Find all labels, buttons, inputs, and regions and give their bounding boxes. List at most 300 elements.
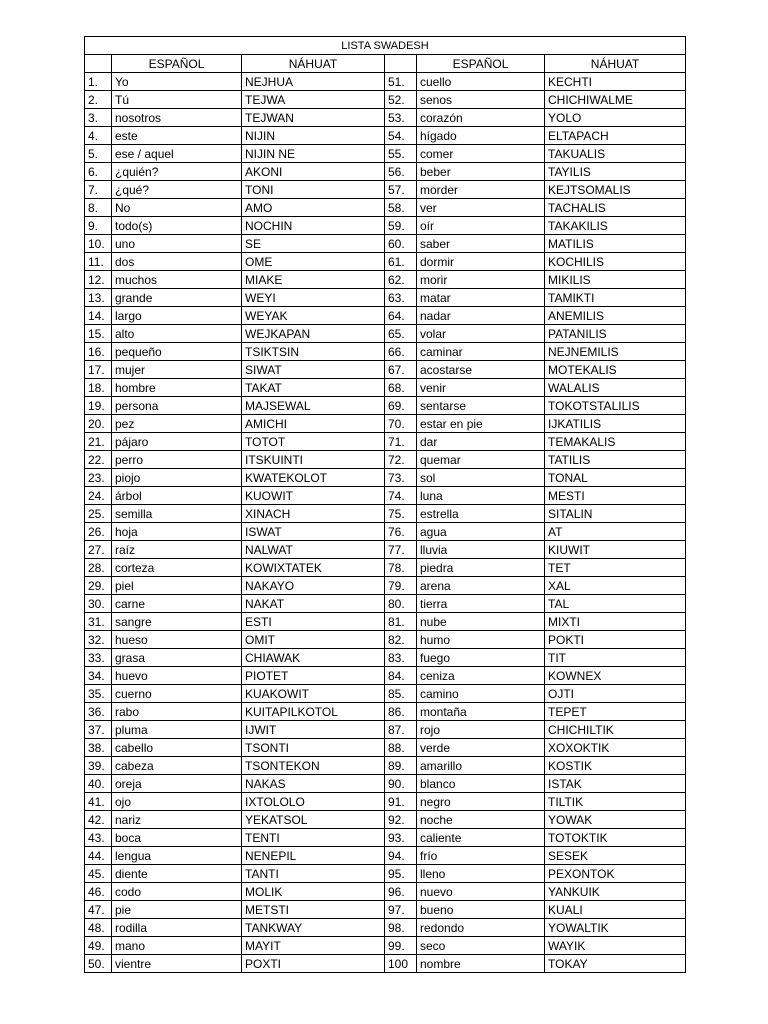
nahuat-word: SE (242, 235, 385, 253)
row-number: 4. (85, 127, 112, 145)
nahuat-word: TOTOKTIK (545, 829, 686, 847)
table-row (85, 847, 686, 865)
spanish-word: rojo (417, 721, 545, 739)
spanish-word: sentarse (417, 397, 545, 415)
spanish-word: corteza (112, 559, 242, 577)
spanish-word: pájaro (112, 433, 242, 451)
row-number: 54. (385, 127, 417, 145)
spanish-word: sol (417, 469, 545, 487)
row-number: 34. (85, 667, 112, 685)
row-number: 57. (385, 181, 417, 199)
nahuat-word: KUAKOWIT (242, 685, 385, 703)
nahuat-word: OME (242, 253, 385, 271)
nahuat-word: TAYILIS (545, 163, 686, 181)
header-row (85, 55, 686, 73)
nahuat-word: WEYI (242, 289, 385, 307)
spanish-word: luna (417, 487, 545, 505)
spanish-word: raíz (112, 541, 242, 559)
nahuat-word: WEYAK (242, 307, 385, 325)
nahuat-word: POKTI (545, 631, 686, 649)
row-number: 2. (85, 91, 112, 109)
spanish-word: cabeza (112, 757, 242, 775)
nahuat-word: NIJIN NE (242, 145, 385, 163)
spanish-word: caminar (417, 343, 545, 361)
row-number: 100 (385, 955, 417, 973)
nahuat-word: TEPET (545, 703, 686, 721)
table-row (85, 109, 686, 127)
nahuat-word: MESTI (545, 487, 686, 505)
spanish-word: piedra (417, 559, 545, 577)
nahuat-word: WALALIS (545, 379, 686, 397)
row-number: 56. (385, 163, 417, 181)
spanish-word: hueso (112, 631, 242, 649)
nahuat-word: KWATEKOLOT (242, 469, 385, 487)
row-number: 22. (85, 451, 112, 469)
table-row (85, 577, 686, 595)
spanish-word: pez (112, 415, 242, 433)
nahuat-word: TONAL (545, 469, 686, 487)
nahuat-word: AMO (242, 199, 385, 217)
row-number: 24. (85, 487, 112, 505)
spanish-word: ese / aquel (112, 145, 242, 163)
header-spanish-right: ESPAÑOL (417, 55, 545, 73)
spanish-word: este (112, 127, 242, 145)
nahuat-word: MAYIT (242, 937, 385, 955)
row-number: 37. (85, 721, 112, 739)
spanish-word: grasa (112, 649, 242, 667)
row-number: 80. (385, 595, 417, 613)
spanish-word: lengua (112, 847, 242, 865)
spanish-word: agua (417, 523, 545, 541)
row-number: 85. (385, 685, 417, 703)
spanish-word: morder (417, 181, 545, 199)
row-number: 62. (385, 271, 417, 289)
table-row (85, 505, 686, 523)
row-number: 99. (385, 937, 417, 955)
spanish-word: dos (112, 253, 242, 271)
nahuat-word: YOLO (545, 109, 686, 127)
table-row (85, 343, 686, 361)
spanish-word: tierra (417, 595, 545, 613)
nahuat-word: MIAKE (242, 271, 385, 289)
nahuat-word: TOTOT (242, 433, 385, 451)
spanish-word: cuello (417, 73, 545, 91)
nahuat-word: KIUWIT (545, 541, 686, 559)
table-row (85, 721, 686, 739)
nahuat-word: TANTI (242, 865, 385, 883)
row-number: 3. (85, 109, 112, 127)
row-number: 86. (385, 703, 417, 721)
table-row (85, 199, 686, 217)
spanish-word: comer (417, 145, 545, 163)
row-number: 82. (385, 631, 417, 649)
spanish-word: nadar (417, 307, 545, 325)
nahuat-word: MIKILIS (545, 271, 686, 289)
spanish-word: semilla (112, 505, 242, 523)
row-number: 12. (85, 271, 112, 289)
spanish-word: pequeño (112, 343, 242, 361)
table-row (85, 667, 686, 685)
spanish-word: hombre (112, 379, 242, 397)
row-number: 23. (85, 469, 112, 487)
row-number: 14. (85, 307, 112, 325)
nahuat-word: TSIKTSIN (242, 343, 385, 361)
table-row (85, 757, 686, 775)
nahuat-word: ITSKUINTI (242, 451, 385, 469)
nahuat-word: TSONTI (242, 739, 385, 757)
spanish-word: pie (112, 901, 242, 919)
nahuat-word: KOWIXTATEK (242, 559, 385, 577)
row-number: 77. (385, 541, 417, 559)
row-number: 13. (85, 289, 112, 307)
nahuat-word: CHICHIWALME (545, 91, 686, 109)
nahuat-word: NAKAYO (242, 577, 385, 595)
row-number: 25. (85, 505, 112, 523)
nahuat-word: IXTOLOLO (242, 793, 385, 811)
spanish-word: vientre (112, 955, 242, 973)
row-number: 67. (385, 361, 417, 379)
row-number: 66. (385, 343, 417, 361)
table-row (85, 613, 686, 631)
row-number: 9. (85, 217, 112, 235)
spanish-word: mano (112, 937, 242, 955)
nahuat-word: TSONTEKON (242, 757, 385, 775)
table-row (85, 127, 686, 145)
row-number: 1. (85, 73, 112, 91)
nahuat-word: METSTI (242, 901, 385, 919)
table-row (85, 937, 686, 955)
nahuat-word: NEJNEMILIS (545, 343, 686, 361)
nahuat-word: ISTAK (545, 775, 686, 793)
table-body (85, 73, 686, 973)
spanish-word: amarillo (417, 757, 545, 775)
nahuat-word: XAL (545, 577, 686, 595)
spanish-word: piel (112, 577, 242, 595)
spanish-word: nube (417, 613, 545, 631)
spanish-word: lleno (417, 865, 545, 883)
row-number: 91. (385, 793, 417, 811)
row-number: 43. (85, 829, 112, 847)
table-row (85, 901, 686, 919)
table-row (85, 271, 686, 289)
spanish-word: arena (417, 577, 545, 595)
spanish-word: montaña (417, 703, 545, 721)
row-number: 20. (85, 415, 112, 433)
spanish-word: nuevo (417, 883, 545, 901)
nahuat-word: YOWAK (545, 811, 686, 829)
row-number: 31. (85, 613, 112, 631)
nahuat-word: KUALI (545, 901, 686, 919)
row-number: 49. (85, 937, 112, 955)
spanish-word: nombre (417, 955, 545, 973)
spanish-word: caliente (417, 829, 545, 847)
row-number: 88. (385, 739, 417, 757)
spanish-word: bueno (417, 901, 545, 919)
row-number: 33. (85, 649, 112, 667)
spanish-word: Yo (112, 73, 242, 91)
nahuat-word: IJWIT (242, 721, 385, 739)
nahuat-word: NAKAS (242, 775, 385, 793)
table-row (85, 703, 686, 721)
row-number: 65. (385, 325, 417, 343)
spanish-word: hoja (112, 523, 242, 541)
row-number: 73. (385, 469, 417, 487)
spanish-word: nariz (112, 811, 242, 829)
nahuat-word: KOWNEX (545, 667, 686, 685)
nahuat-word: MIXTI (545, 613, 686, 631)
swadesh-table (84, 36, 686, 973)
table-row (85, 451, 686, 469)
row-number: 39. (85, 757, 112, 775)
nahuat-word: SESEK (545, 847, 686, 865)
nahuat-word: TONI (242, 181, 385, 199)
nahuat-word: KUITAPILKOTOL (242, 703, 385, 721)
row-number: 90. (385, 775, 417, 793)
spanish-word: piojo (112, 469, 242, 487)
row-number: 93. (385, 829, 417, 847)
row-number: 30. (85, 595, 112, 613)
nahuat-word: KEJTSOMALIS (545, 181, 686, 199)
table-row (85, 163, 686, 181)
nahuat-word: TEJWAN (242, 109, 385, 127)
spanish-word: pluma (112, 721, 242, 739)
spanish-word: frío (417, 847, 545, 865)
spanish-word: muchos (112, 271, 242, 289)
spanish-word: Tú (112, 91, 242, 109)
spanish-word: volar (417, 325, 545, 343)
nahuat-word: ANEMILIS (545, 307, 686, 325)
row-number: 26. (85, 523, 112, 541)
nahuat-word: MOLIK (242, 883, 385, 901)
row-number: 98. (385, 919, 417, 937)
row-number: 68. (385, 379, 417, 397)
spanish-word: negro (417, 793, 545, 811)
spanish-word: perro (112, 451, 242, 469)
row-number: 52. (385, 91, 417, 109)
table-row (85, 379, 686, 397)
spanish-word: morir (417, 271, 545, 289)
row-number: 50. (85, 955, 112, 973)
nahuat-word: NENEPIL (242, 847, 385, 865)
nahuat-word: TOKOTSTALILIS (545, 397, 686, 415)
spanish-word: venir (417, 379, 545, 397)
table-row (85, 649, 686, 667)
spanish-word: verde (417, 739, 545, 757)
nahuat-word: NAKAT (242, 595, 385, 613)
nahuat-word: TAKUALIS (545, 145, 686, 163)
nahuat-word: NALWAT (242, 541, 385, 559)
row-number: 75. (385, 505, 417, 523)
nahuat-word: OJTI (545, 685, 686, 703)
header-num-left (85, 55, 112, 73)
nahuat-word: TATILIS (545, 451, 686, 469)
row-number: 63. (385, 289, 417, 307)
row-number: 46. (85, 883, 112, 901)
nahuat-word: CHICHILTIK (545, 721, 686, 739)
nahuat-word: TAKAT (242, 379, 385, 397)
table-row (85, 829, 686, 847)
row-number: 84. (385, 667, 417, 685)
nahuat-word: ELTAPACH (545, 127, 686, 145)
row-number: 18. (85, 379, 112, 397)
row-number: 51. (385, 73, 417, 91)
row-number: 64. (385, 307, 417, 325)
spanish-word: seco (417, 937, 545, 955)
row-number: 89. (385, 757, 417, 775)
spanish-word: oír (417, 217, 545, 235)
table-row (85, 307, 686, 325)
nahuat-word: TEJWA (242, 91, 385, 109)
row-number: 79. (385, 577, 417, 595)
nahuat-word: TACHALIS (545, 199, 686, 217)
row-number: 42. (85, 811, 112, 829)
nahuat-word: WAYIK (545, 937, 686, 955)
spanish-word: rodilla (112, 919, 242, 937)
table-row (85, 91, 686, 109)
table-row (85, 541, 686, 559)
nahuat-word: ISWAT (242, 523, 385, 541)
table-row (85, 253, 686, 271)
row-number: 15. (85, 325, 112, 343)
table-row (85, 325, 686, 343)
table-row (85, 559, 686, 577)
spanish-word: uno (112, 235, 242, 253)
nahuat-word: AKONI (242, 163, 385, 181)
nahuat-word: YANKUIK (545, 883, 686, 901)
spanish-word: diente (112, 865, 242, 883)
row-number: 72. (385, 451, 417, 469)
spanish-word: rabo (112, 703, 242, 721)
row-number: 71. (385, 433, 417, 451)
row-number: 10. (85, 235, 112, 253)
row-number: 59. (385, 217, 417, 235)
row-number: 35. (85, 685, 112, 703)
spanish-word: carne (112, 595, 242, 613)
row-number: 94. (385, 847, 417, 865)
row-number: 87. (385, 721, 417, 739)
row-number: 96. (385, 883, 417, 901)
nahuat-word: TENTI (242, 829, 385, 847)
row-number: 19. (85, 397, 112, 415)
table-row (85, 433, 686, 451)
table-row (85, 919, 686, 937)
nahuat-word: XINACH (242, 505, 385, 523)
row-number: 28. (85, 559, 112, 577)
table-row (85, 523, 686, 541)
nahuat-word: SIWAT (242, 361, 385, 379)
spanish-word: fuego (417, 649, 545, 667)
table-row (85, 739, 686, 757)
nahuat-word: MOTEKALIS (545, 361, 686, 379)
table-row (85, 145, 686, 163)
nahuat-word: KOCHILIS (545, 253, 686, 271)
spanish-word: huevo (112, 667, 242, 685)
title-row (85, 37, 686, 55)
nahuat-word: TILTIK (545, 793, 686, 811)
spanish-word: noche (417, 811, 545, 829)
spanish-word: estar en pie (417, 415, 545, 433)
table-row (85, 361, 686, 379)
row-number: 60. (385, 235, 417, 253)
table-row (85, 685, 686, 703)
spanish-word: grande (112, 289, 242, 307)
nahuat-word: WEJKAPAN (242, 325, 385, 343)
nahuat-word: CHIAWAK (242, 649, 385, 667)
row-number: 8. (85, 199, 112, 217)
header-nahuat-right: NÁHUAT (545, 55, 686, 73)
spanish-word: estrella (417, 505, 545, 523)
row-number: 61. (385, 253, 417, 271)
row-number: 76. (385, 523, 417, 541)
row-number: 16. (85, 343, 112, 361)
row-number: 47. (85, 901, 112, 919)
header-num-right (385, 55, 417, 73)
row-number: 92. (385, 811, 417, 829)
spanish-word: oreja (112, 775, 242, 793)
spanish-word: blanco (417, 775, 545, 793)
table-row (85, 793, 686, 811)
nahuat-word: TET (545, 559, 686, 577)
nahuat-word: OMIT (242, 631, 385, 649)
spanish-word: árbol (112, 487, 242, 505)
spanish-word: sangre (112, 613, 242, 631)
row-number: 45. (85, 865, 112, 883)
nahuat-word: IJKATILIS (545, 415, 686, 433)
spanish-word: saber (417, 235, 545, 253)
row-number: 83. (385, 649, 417, 667)
nahuat-word: SITALIN (545, 505, 686, 523)
nahuat-word: TAKAKILIS (545, 217, 686, 235)
row-number: 55. (385, 145, 417, 163)
nahuat-word: TAL (545, 595, 686, 613)
spanish-word: camino (417, 685, 545, 703)
spanish-word: ¿qué? (112, 181, 242, 199)
row-number: 11. (85, 253, 112, 271)
spanish-word: persona (112, 397, 242, 415)
spanish-word: quemar (417, 451, 545, 469)
nahuat-word: KECHTI (545, 73, 686, 91)
table-row (85, 487, 686, 505)
nahuat-word: YOWALTIK (545, 919, 686, 937)
spanish-word: acostarse (417, 361, 545, 379)
nahuat-word: ESTI (242, 613, 385, 631)
row-number: 70. (385, 415, 417, 433)
nahuat-word: TEMAKALIS (545, 433, 686, 451)
row-number: 36. (85, 703, 112, 721)
spanish-word: ver (417, 199, 545, 217)
row-number: 32. (85, 631, 112, 649)
spanish-word: nosotros (112, 109, 242, 127)
row-number: 58. (385, 199, 417, 217)
nahuat-word: PATANILIS (545, 325, 686, 343)
nahuat-word: NIJIN (242, 127, 385, 145)
row-number: 27. (85, 541, 112, 559)
spanish-word: dar (417, 433, 545, 451)
spanish-word: dormir (417, 253, 545, 271)
row-number: 21. (85, 433, 112, 451)
header-nahuat-left: NÁHUAT (242, 55, 385, 73)
spanish-word: cabello (112, 739, 242, 757)
nahuat-word: TOKAY (545, 955, 686, 973)
table-row (85, 775, 686, 793)
row-number: 6. (85, 163, 112, 181)
nahuat-word: TIT (545, 649, 686, 667)
nahuat-word: PEXONTOK (545, 865, 686, 883)
row-number: 81. (385, 613, 417, 631)
row-number: 53. (385, 109, 417, 127)
spanish-word: corazón (417, 109, 545, 127)
nahuat-word: AMICHI (242, 415, 385, 433)
